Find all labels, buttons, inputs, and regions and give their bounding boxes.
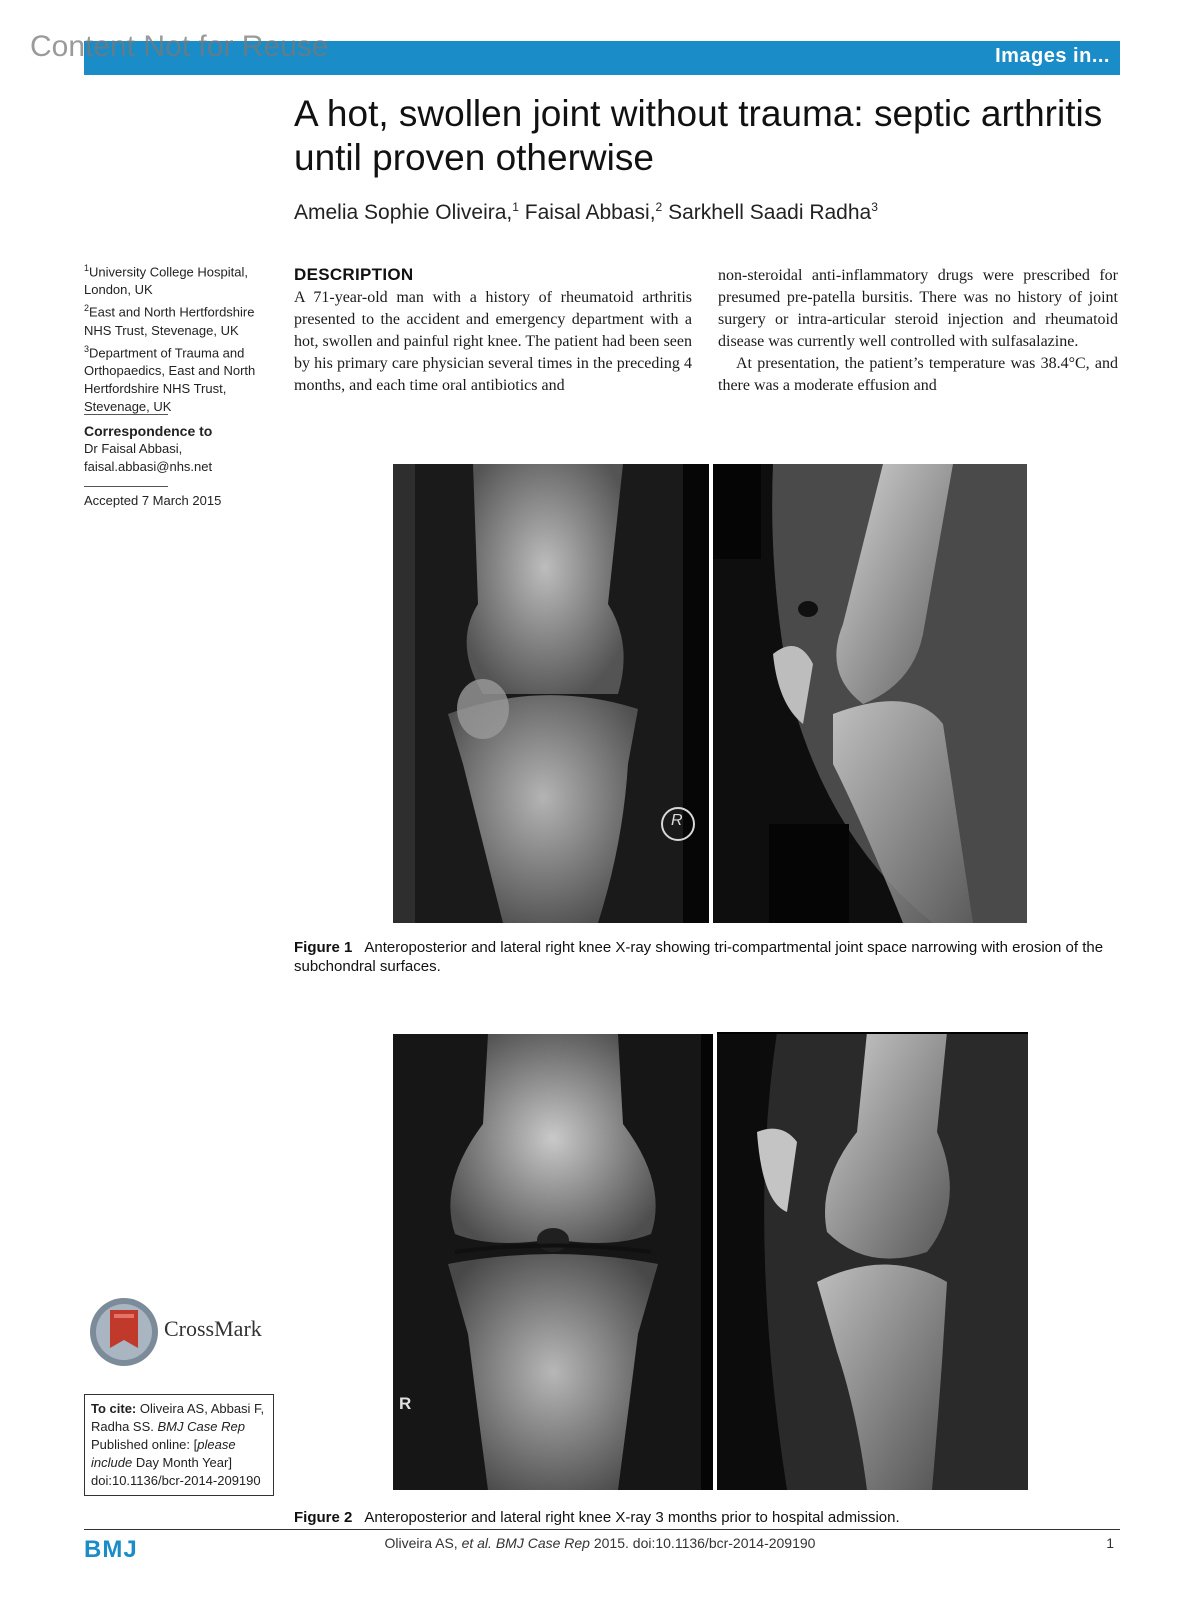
body-paragraph: A 71-year-old man with a history of rheumatoid arthritis presented to the accident and emergency department with a hot, swollen and painful right knee. The patient had been seen by his primary care physician several times in the preceding 4 months, and each time oral antibiotics and	[294, 289, 692, 394]
cite-authors: Oliveira AS, Abbasi F, Radha SS.	[91, 1401, 265, 1434]
body-column-right	[718, 265, 1118, 397]
figure2-caption	[294, 1508, 1120, 1527]
section-label: Images in...	[995, 45, 1110, 67]
footer-divider	[84, 1529, 1120, 1530]
knee-lateral-xray-image	[717, 1032, 1028, 1490]
sidebar-divider	[84, 414, 168, 415]
page-number: 1	[1106, 1535, 1114, 1551]
author-name: Faisal Abbasi,	[524, 201, 656, 224]
correspondence-email[interactable]: faisal.abbasi@nhs.net	[84, 459, 213, 474]
figure-caption-text: Anteroposterior and lateral right knee X-ray 3 months prior to hospital admission.	[364, 1509, 900, 1526]
affiliation	[84, 259, 264, 299]
figure1-caption	[294, 938, 1120, 976]
article-title: A hot, swollen joint without trauma: septic arthritis until proven otherwise	[294, 93, 1103, 178]
knee-lateral-xray-image	[713, 464, 1027, 923]
figure1-ap-xray	[393, 464, 709, 923]
bmj-logo: BMJ	[84, 1536, 138, 1563]
figure-label: Figure 1	[294, 939, 353, 956]
affiliation	[84, 299, 264, 339]
affiliation-text: University College Hospital, London, UK	[84, 264, 248, 298]
footer-citation	[0, 1535, 1200, 1551]
correspondence	[84, 422, 264, 476]
affiliation-number: 1	[84, 263, 90, 273]
affiliation-number: 3	[84, 343, 90, 354]
figure-caption-text: Anteroposterior and lateral right knee X-ray showing tri-compartmental joint space narrowing with erosion of the subchondral surfaces.	[294, 939, 1104, 975]
figure2-lateral-xray	[717, 1032, 1028, 1490]
figure2-ap-xray	[393, 1034, 713, 1490]
section-heading: DESCRIPTION	[294, 265, 414, 284]
author-name: Sarkhell Saadi Radha	[668, 201, 872, 224]
cite-label: To cite:	[91, 1401, 137, 1416]
correspondence-name: Dr Faisal Abbasi,	[84, 441, 183, 456]
cite-published: Published online: [	[91, 1437, 198, 1452]
footer-doi: 2015. doi:10.1136/bcr-2014-209190	[593, 1535, 816, 1551]
cite-doi: Day Month Year] doi:10.1136/bcr-2014-209190	[91, 1455, 261, 1488]
body-paragraph: non-steroidal anti-inflammatory drugs were prescribed for presumed pre-patella bursitis. There was no history of joint surgery or intra-articular steroid injection and rheumatoid disease was currently well controlled with sulfasalazine.	[718, 267, 1118, 350]
citation-box	[84, 1394, 274, 1496]
author-name: Amelia Sophie Oliveira,	[294, 201, 513, 224]
crossmark-icon[interactable]	[88, 1296, 160, 1368]
affiliations	[84, 259, 264, 416]
accepted-date: Accepted 7 March 2015	[84, 493, 222, 508]
footer-etal: et al.	[461, 1535, 492, 1551]
correspondence-heading: Correspondence to	[84, 423, 213, 439]
body-column-left	[294, 287, 692, 397]
footer-journal: BMJ Case Rep	[495, 1535, 590, 1551]
author-affiliation-ref: 2	[655, 200, 663, 214]
affiliation-text: Department of Trauma and Orthopaedics, East and North Hertfordshire NHS Trust, Stevenage, UK	[84, 344, 256, 414]
affiliation-number: 2	[84, 303, 90, 314]
cite-journal: BMJ Case Rep	[157, 1419, 245, 1434]
footer-authors: Oliveira AS,	[384, 1535, 458, 1551]
author-affiliation-ref: 3	[871, 200, 878, 214]
figure-label: Figure 2	[294, 1509, 353, 1526]
affiliation	[84, 340, 264, 416]
xray-side-marker: R	[399, 1394, 412, 1413]
crossmark-badge-icon	[88, 1296, 160, 1368]
sidebar-divider	[84, 486, 168, 487]
cite-instruction: please include	[91, 1437, 236, 1470]
body-paragraph: At presentation, the patient’s temperature was 38.4°C, and there was a moderate effusion and	[718, 355, 1118, 394]
knee-ap-xray-image	[393, 464, 709, 923]
knee-ap-xray-image	[393, 1034, 713, 1490]
watermark: Content Not for Reuse	[30, 30, 329, 63]
affiliation-text: East and North Hertfordshire NHS Trust, Stevenage, UK	[84, 304, 255, 338]
crossmark-label[interactable]: CrossMark	[164, 1316, 262, 1341]
figure1-lateral-xray	[713, 464, 1027, 923]
author-list	[294, 200, 878, 225]
author-affiliation-ref: 1	[512, 200, 519, 214]
xray-side-marker: R	[671, 812, 683, 829]
